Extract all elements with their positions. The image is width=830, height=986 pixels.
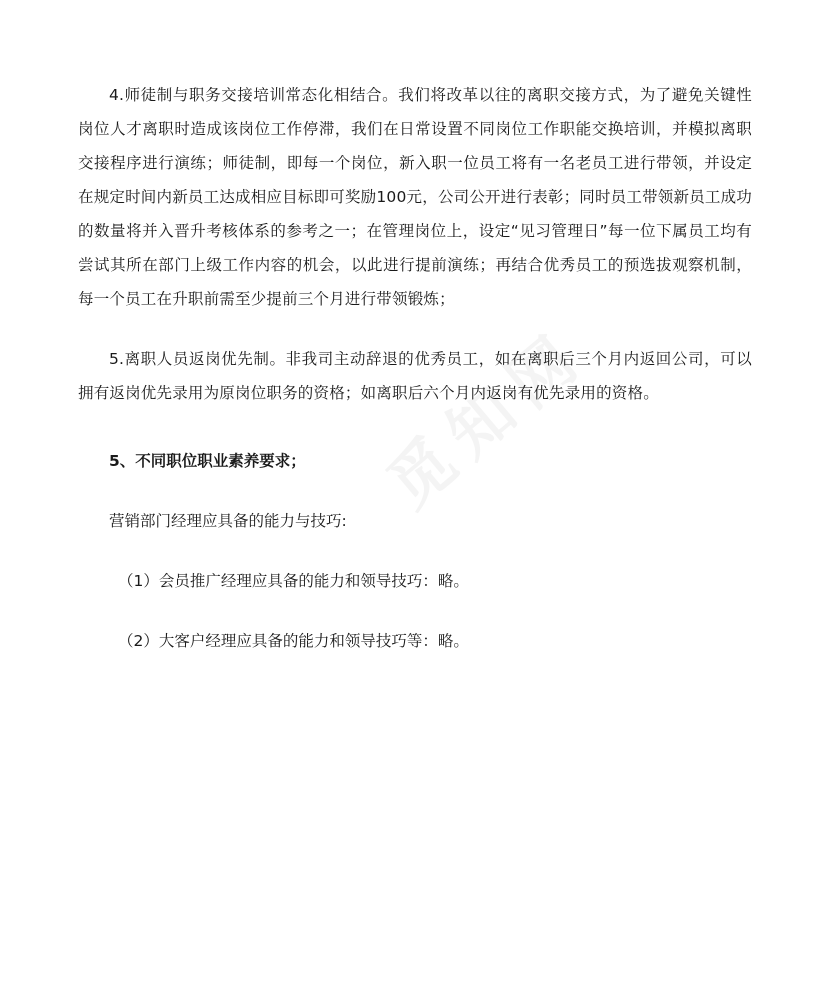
document-body (78, 78, 752, 658)
paragraph-rehire-priority: 5.离职人员返岗优先制。非我司主动辞退的优秀员工，如在离职后三个月内返回公司，可以拥有返岗优先录用为原岗位职务的资格；如离职后六个月内返岗有优先录用的资格。 (78, 350, 752, 402)
intro-line: 营销部门经理应具备的能力与技巧: (109, 512, 347, 530)
list-item: （1）会员推广经理应具备的能力和领导技巧：略。 (118, 572, 469, 590)
paragraph-mentorship: 4.师徒制与职务交接培训常态化相结合。我们将改革以往的离职交接方式，为了避免关键性岗位人才离职时造成该岗位工作停滞，我们在日常设置不同岗位工作职能交换培训，并模拟离职交接程序进行演练；师徒制，即每一个岗位，新入职一位员工将有一名老员工进行带领，并设定在规定时间内新员工达成相应目标即可奖励100元，公司公开进行表彰；同时员工带领新员工成功的数量将并入晋升考核体系的参考之一；在管理岗位上，设定“见习管理日”每一位下属员工均有尝试其所在部门上级工作内容的机会，以此进行提前演练；再结合优秀员工的预选拔观察机制，每一个员工在升职前需至少提前三个月进行带领锻炼； (78, 86, 752, 308)
section-heading: 5、不同职位职业素养要求； (109, 452, 306, 470)
list-item: （2）大客户经理应具备的能力和领导技巧等：略。 (118, 632, 469, 650)
